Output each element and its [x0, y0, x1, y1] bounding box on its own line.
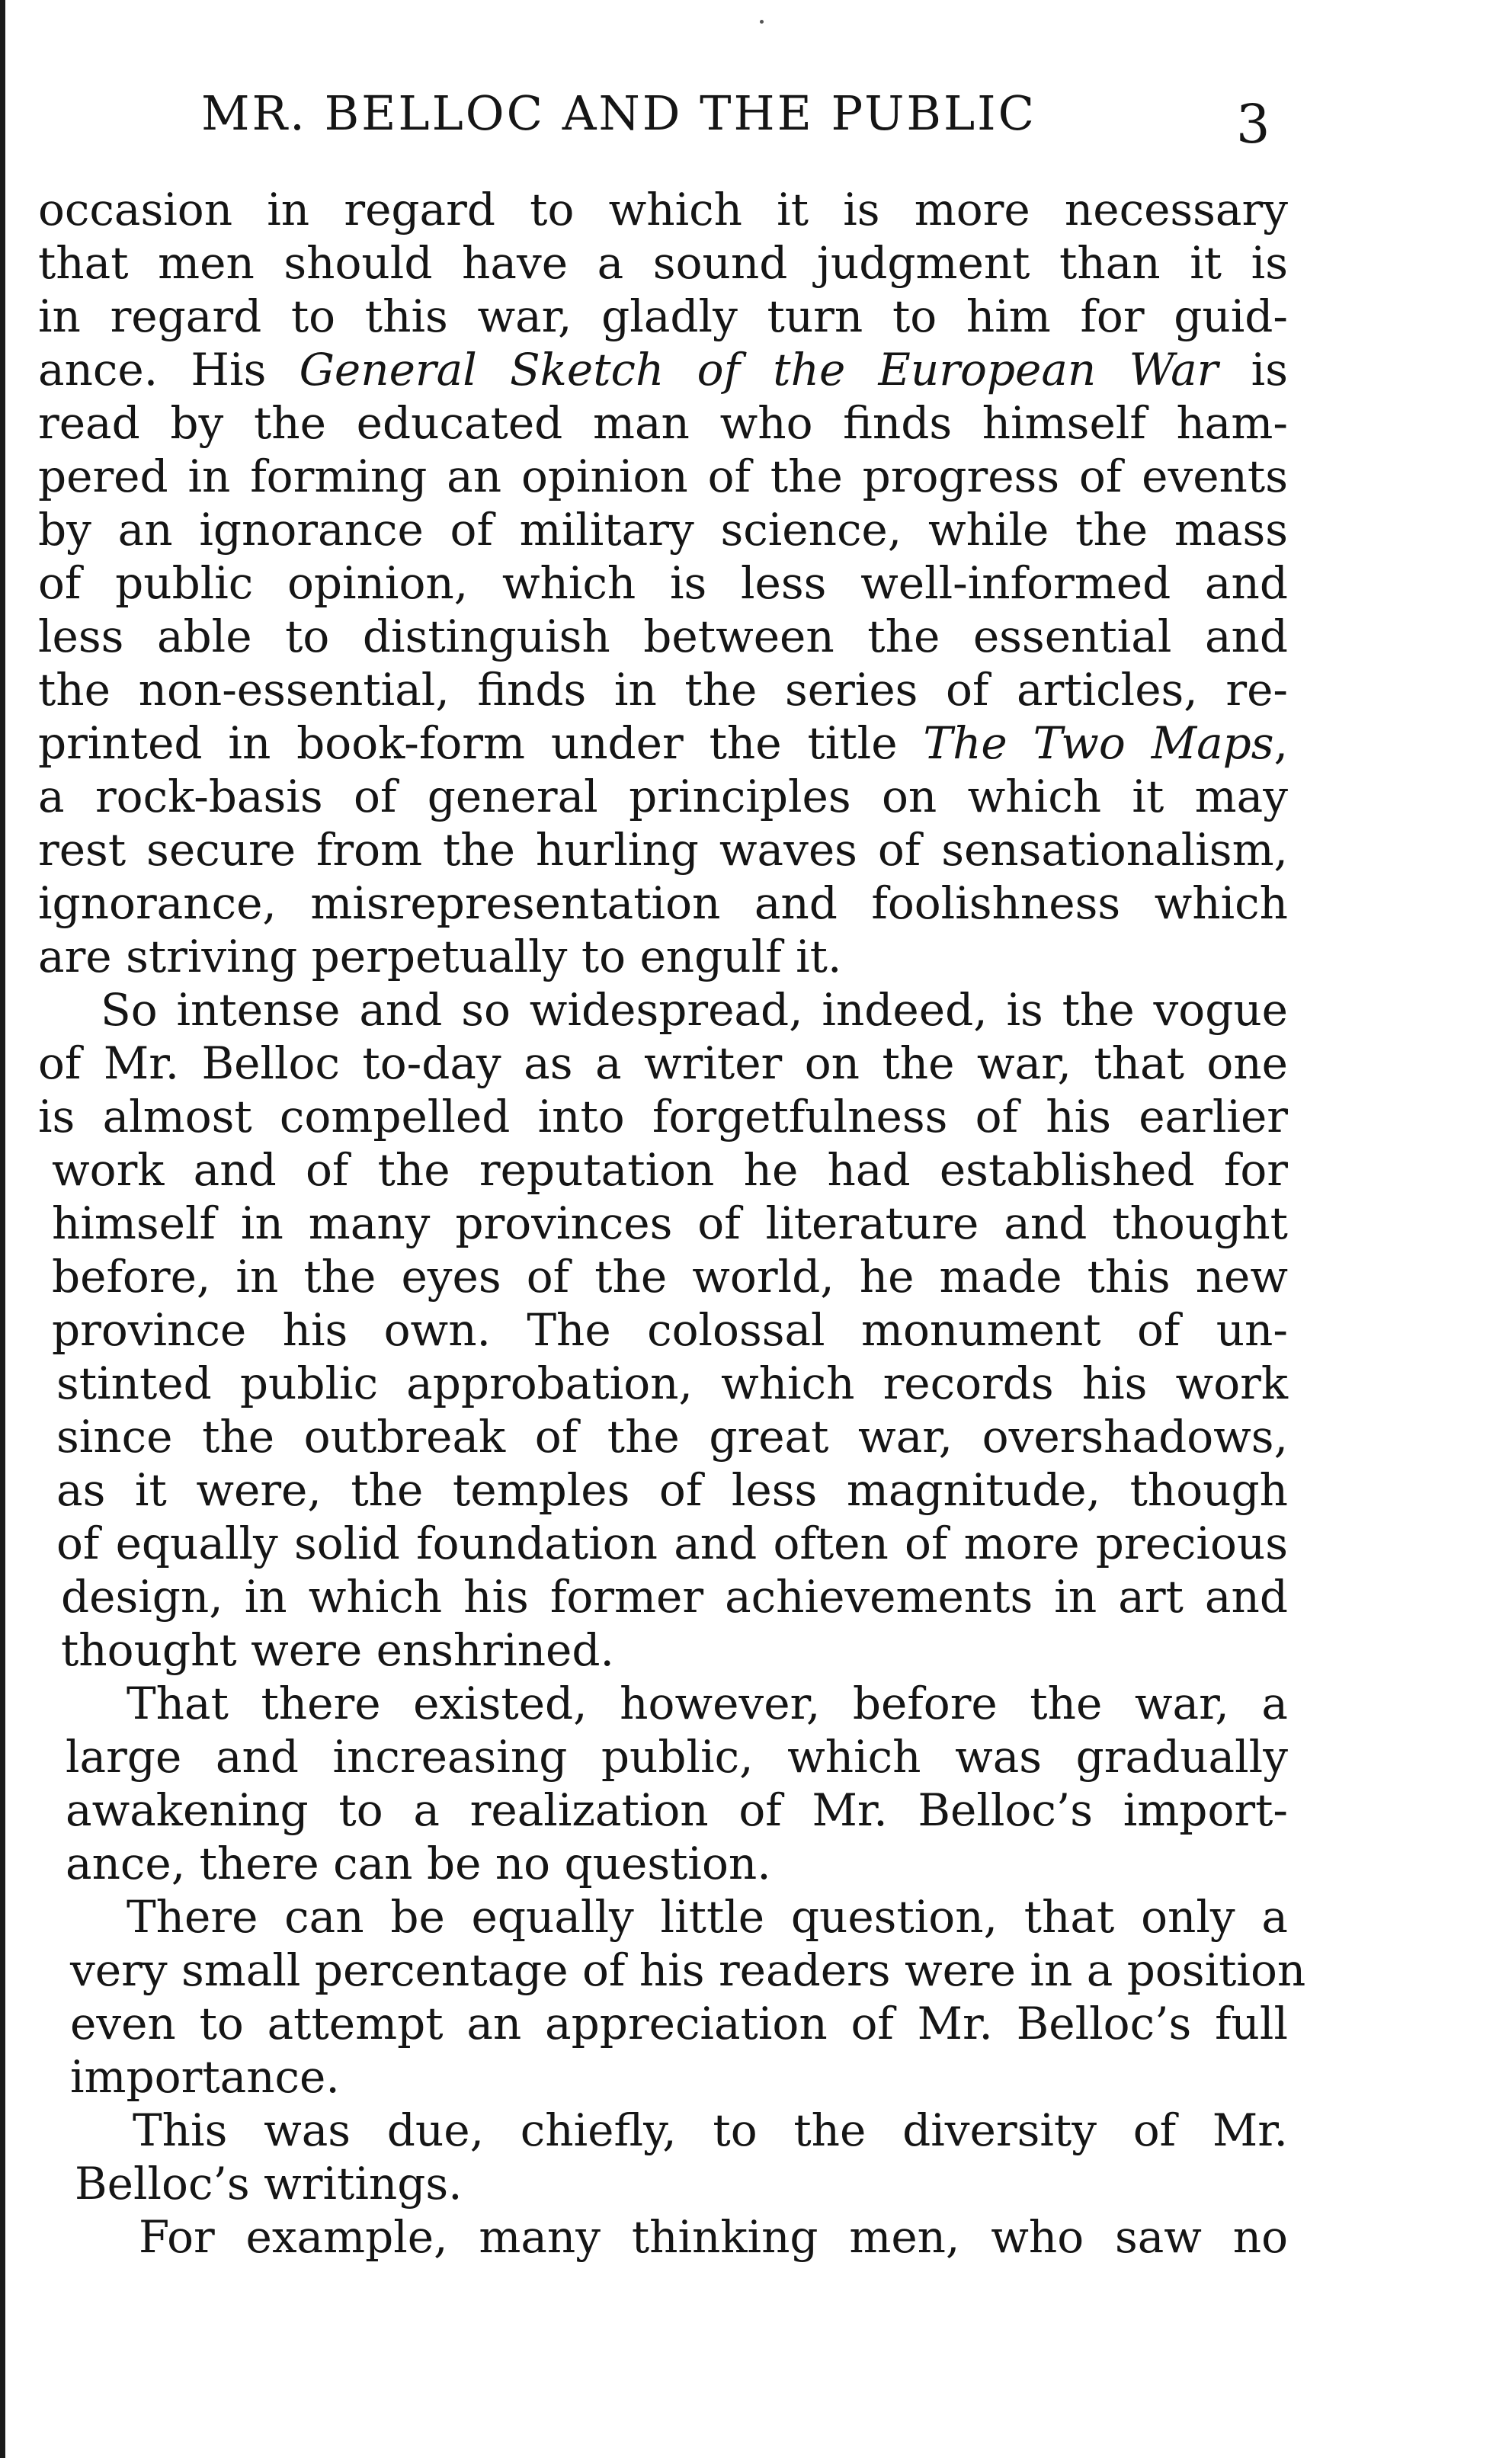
text-line: thought were enshrined. — [61, 1624, 614, 1676]
text-run: printed in book-form under the title — [38, 717, 924, 769]
text-line: as it were, the temples of less magnitude, though — [56, 1464, 1288, 1516]
book-title: The Two Maps — [923, 717, 1274, 769]
text-line: rest secure from the hurling waves of sensationalism, — [38, 824, 1288, 876]
text-line — [38, 343, 1288, 396]
paragraph — [38, 1890, 1306, 2104]
text-line: before, in the eyes of the world, he made this new — [52, 1251, 1288, 1303]
text-line: awakening to a realization of Mr. Belloc’s import- — [66, 1784, 1288, 1836]
text-line — [38, 716, 1288, 770]
text-line: read by the educated man who finds himself ham- — [38, 397, 1288, 449]
body-text — [38, 183, 1306, 2264]
text-line: work and of the reputation he had established for — [52, 1144, 1288, 1196]
text-line: design, in which his former achievements in art and — [61, 1571, 1288, 1623]
text-line: ance, there can be no question. — [66, 1838, 771, 1889]
text-line: Belloc’s writings. — [75, 2158, 463, 2210]
text-line: even to attempt an appreciation of Mr. Belloc’s full — [70, 1998, 1288, 2049]
text-run: , — [1273, 717, 1288, 769]
paragraph — [38, 983, 1288, 1677]
text-line: large and increasing public, which was gradually — [66, 1731, 1288, 1783]
text-line: of public opinion, which is less well-informed and — [38, 557, 1288, 609]
text-line: is almost compelled into forgetfulness of his earlier — [38, 1091, 1288, 1142]
text-line: This was due, chiefly, to the diversity of Mr. — [133, 2104, 1288, 2156]
text-run: is — [1218, 344, 1288, 396]
text-line: himself in many provinces of literature and thought — [52, 1197, 1288, 1249]
text-line: There can be equally little question, that only a — [127, 1891, 1288, 1943]
text-line: in regard to this war, gladly turn to him for guid- — [38, 290, 1288, 342]
text-line: So intense and so widespread, indeed, is the vogue — [101, 984, 1288, 1036]
paragraph — [38, 2210, 1288, 2264]
running-header — [201, 85, 1283, 141]
text-line: of equally solid foundation and often of more precious — [56, 1517, 1288, 1569]
text-line: occasion in regard to which it is more necessary — [38, 184, 1288, 236]
page-edge-rule — [0, 0, 5, 2458]
paragraph — [38, 183, 1288, 983]
text-line: since the outbreak of the great war, overshadows, — [56, 1411, 1288, 1463]
text-run: ance. His — [38, 344, 300, 396]
print-speck — [760, 20, 764, 24]
text-line: by an ignorance of military science, while the mass — [38, 504, 1288, 556]
paragraph — [38, 2104, 1288, 2210]
page-number: 3 — [1236, 93, 1270, 155]
book-title: General Sketch of the European War — [299, 344, 1219, 396]
text-line: a rock-basis of general principles on which it may — [38, 771, 1288, 822]
text-line: stinted public approbation, which records his work — [56, 1357, 1288, 1409]
text-line: very small percentage of his readers were in a position — [70, 1944, 1306, 1996]
paragraph — [38, 1677, 1288, 1890]
text-line: ignorance, misrepresentation and foolishness which — [38, 877, 1288, 929]
text-line: province his own. The colossal monument of un- — [52, 1304, 1288, 1356]
running-title: MR. BELLOC AND THE PUBLIC — [201, 85, 1037, 141]
text-line: of Mr. Belloc to-day as a writer on the war, that one — [38, 1037, 1288, 1089]
text-line: are striving perpetually to engulf it. — [38, 931, 842, 982]
text-line: That there existed, however, before the war, a — [127, 1678, 1288, 1729]
text-line: importance. — [70, 2051, 340, 2103]
text-line: the non-essential, finds in the series of articles, re- — [38, 664, 1288, 716]
text-line: less able to distinguish between the essential and — [38, 610, 1288, 662]
text-line: pered in forming an opinion of the progress of events — [38, 450, 1288, 502]
text-line: For example, many thinking men, who saw no — [139, 2211, 1288, 2263]
text-line: that men should have a sound judgment than it is — [38, 237, 1288, 289]
